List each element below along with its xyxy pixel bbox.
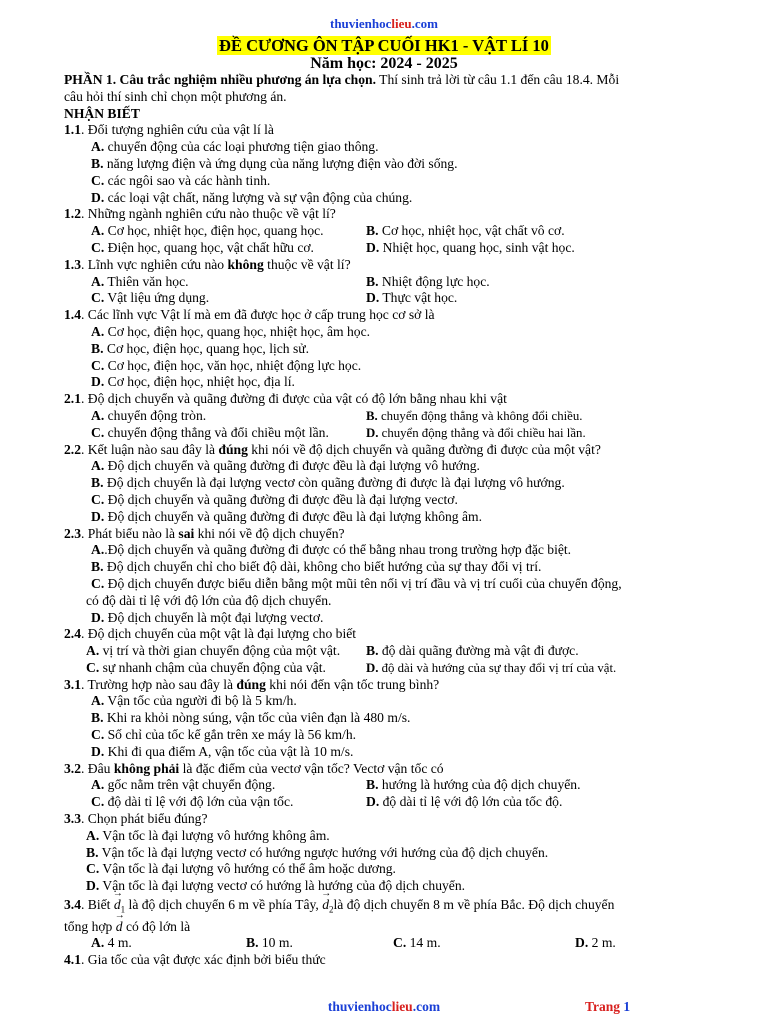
option-b: B. năng lượng điện và ứng dụng của năng lượng điện vào đời sống. bbox=[91, 155, 458, 171]
option-c: C. Độ dịch chuyển và quãng đường đi được đều là đại lượng vectơ. bbox=[91, 491, 458, 507]
vector-d: → d bbox=[116, 919, 123, 936]
option-d: D. Độ dịch chuyển là một đại lượng vectơ. bbox=[91, 609, 324, 625]
question-3-4: 3.4. Biết → $d_1$ là độ dịch chuyển 6 m về phía Tây, → $d_2là$ độ dịch chuyển 8 m về phía Bắc. Độ dịch chuyển bbox=[64, 897, 714, 919]
part-heading-2: câu hỏi thí sinh chỉ chọn một phương án. bbox=[64, 88, 287, 104]
option-c: C. Độ dịch chuyển được biểu diễn bằng một mũi tên nối vị trí đầu và vị trí cuối của chuyển động, bbox=[91, 575, 622, 591]
document-title bbox=[0, 36, 768, 56]
q-num: 1.1 bbox=[64, 122, 81, 138]
question-1-4: 1.4. Các lĩnh vực Vật lí mà em đã được học ở cấp trung học cơ sở là bbox=[64, 307, 435, 323]
option-d: D. Khi đi qua điểm A, vận tốc của vật là 10 m/s. bbox=[91, 743, 354, 759]
option-c: C. Vận tốc là đại lượng vô hướng có thể âm hoặc dương. bbox=[86, 861, 396, 877]
options-row: A. 4 m. B. 10 m. C. 14 m. D. 2 m. bbox=[91, 935, 616, 951]
document-body bbox=[64, 72, 714, 969]
question-1-2: 1.2. Những ngành nghiên cứu nào thuộc về vật lí? bbox=[64, 206, 336, 222]
options-row: C. chuyển động thẳng và đổi chiều một lần. D. chuyển động thẳng và đổi chiều hai lần. bbox=[91, 424, 586, 440]
options-row: A. gốc nằm trên vật chuyển động. B. hướng là hướng của độ dịch chuyển. bbox=[91, 777, 581, 793]
option-c: C. Cơ học, điện học, văn học, nhiệt động lực học. bbox=[91, 357, 362, 373]
option-d: D. Độ dịch chuyển và quãng đường đi được đều là đại lượng không âm. bbox=[91, 508, 482, 524]
question-1-1 bbox=[64, 122, 714, 139]
option-d: D. Vận tốc là đại lượng vectơ có hướng là hướng của độ dịch chuyển. bbox=[86, 878, 466, 894]
document-title-text: ĐỀ CƯƠNG ÔN TẬP CUỐI HK1 - VẬT LÍ 10 bbox=[219, 36, 549, 55]
option-c: C. các ngôi sao và các hành tinh. bbox=[91, 172, 271, 188]
header-site-logo bbox=[0, 16, 768, 32]
site-part-c: .com bbox=[411, 16, 438, 31]
question-3-1: 3.1. Trường hợp nào sau đây là đúng khi nói đến vận tốc trung bình? bbox=[64, 676, 440, 692]
question-3-2: 3.2. Đâu không phải là đặc điểm của vectơ vận tốc? Vectơ vận tốc có bbox=[64, 760, 444, 776]
site-part-a: thuvienhoc bbox=[330, 16, 392, 31]
option-d: D. các loại vật chất, năng lượng và sự vận động của chúng. bbox=[91, 189, 413, 205]
options-row: A. Cơ học, nhiệt học, điện học, quang học. B. Cơ học, nhiệt học, vật chất vô cơ. bbox=[91, 223, 565, 239]
level-heading bbox=[64, 106, 714, 123]
options-row: C. sự nhanh chậm của chuyển động của vật. D. độ dài và hướng của sự thay đổi vị trí của vật. bbox=[86, 659, 617, 675]
option-b: B. Độ dịch chuyển là đại lượng vectơ còn quãng đường đi được là đại lượng vô hướng. bbox=[91, 475, 565, 491]
question-1-3: 1.3. Lĩnh vực nghiên cứu nào không thuộc về vật lí? bbox=[64, 256, 351, 272]
part-label: PHẦN 1. Câu trắc nghiệm nhiều phương án lựa chọn. bbox=[64, 72, 376, 87]
option-b: B. Khi ra khỏi nòng súng, vận tốc của viên đạn là 480 m/s. bbox=[91, 710, 411, 726]
option-b: B. Vận tốc là đại lượng vectơ có hướng ngược hướng với hướng của độ dịch chuyển. bbox=[86, 844, 549, 860]
option-a: A. Độ dịch chuyển và quãng đường đi được đều là đại lượng vô hướng. bbox=[91, 458, 480, 474]
option-b: B. Độ dịch chuyển chỉ cho biết độ dài, không cho biết hướng của sự thay đổi vị trí. bbox=[91, 559, 542, 575]
options-row: C. độ dài tỉ lệ với độ lớn của vận tốc. D. độ dài tỉ lệ với độ lớn của tốc độ. bbox=[91, 794, 563, 810]
option-c: C. Số chỉ của tốc kế gắn trên xe máy là 56 km/h. bbox=[91, 727, 357, 743]
footer-site-logo: thuvienhoclieu.com bbox=[327, 999, 441, 1014]
question-2-3: 2.3. Phát biểu nào là sai khi nói về độ dịch chuyển? bbox=[64, 525, 345, 541]
part-heading bbox=[64, 72, 714, 89]
question-2-2: 2.2. Kết luận nào sau đây là đúng khi nói về độ dịch chuyển và quãng đường đi được của một vật? bbox=[64, 441, 601, 457]
option-b: B. Cơ học, điện học, quang học, lịch sử. bbox=[91, 340, 310, 356]
level-text: NHẬN BIẾT bbox=[64, 105, 140, 121]
options-row: A. vị trí và thời gian chuyển động của một vật. B. độ dài quãng đường mà vật đi được. bbox=[86, 643, 579, 659]
option-a: A. Cơ học, điện học, quang học, nhiệt học, âm học. bbox=[91, 323, 371, 339]
options-row: A. chuyển động tròn. B. chuyển động thẳng và không đổi chiều. bbox=[91, 407, 583, 423]
options-row: C. Vật liệu ứng dụng. D. Thực vật học. bbox=[91, 290, 458, 306]
question-2-1: 2.1. Độ dịch chuyển và quãng đường đi được của vật có độ lớn bằng nhau khi vật bbox=[64, 391, 507, 407]
options-row: A. Thiên văn học. B. Nhiệt động lực học. bbox=[91, 273, 490, 289]
page-number: Trang 1 bbox=[585, 999, 631, 1014]
question-3-4-cont: tổng hợp → d có độ lớn là bbox=[64, 919, 714, 936]
option-c-cont: có độ dài tỉ lệ với độ lớn của độ dịch chuyển. bbox=[86, 592, 332, 608]
option-a: A. Vận tốc là đại lượng vô hướng không âm. bbox=[86, 827, 330, 843]
question-2-4: 2.4. Độ dịch chuyển của một vật là đại lượng cho biết bbox=[64, 626, 357, 642]
vector-d2: → $d_2$ bbox=[322, 897, 333, 919]
q-text: . Đối tượng nghiên cứu của vật lí là bbox=[81, 122, 274, 138]
option-d: D. Cơ học, điện học, nhiệt học, địa lí. bbox=[91, 374, 295, 390]
site-part-b: lieu bbox=[391, 16, 412, 31]
question-4-1: 4.1. Gia tốc của vật được xác định bởi biểu thức bbox=[64, 952, 326, 968]
part-text-1: Thí sinh trả lời từ câu 1.1 đến câu 18.4. Mỗi bbox=[376, 72, 620, 87]
school-year: Năm học: 2024 - 2025 bbox=[310, 55, 458, 72]
vector-d1: → $d_1$ bbox=[114, 897, 125, 919]
options-row: C. Điện học, quang học, vật chất hữu cơ. D. Nhiệt học, quang học, sinh vật học. bbox=[91, 239, 575, 255]
question-3-3: 3.3. Chọn phát biểu đúng? bbox=[64, 811, 208, 827]
option-a: A. Vận tốc của người đi bộ là 5 km/h. bbox=[91, 693, 297, 709]
option-a: A. chuyển động của các loại phương tiện giao thông. bbox=[91, 139, 379, 155]
option-a: A..Độ dịch chuyển và quãng đường đi được có thể bằng nhau trong trường hợp đặc biệt. bbox=[91, 542, 572, 558]
